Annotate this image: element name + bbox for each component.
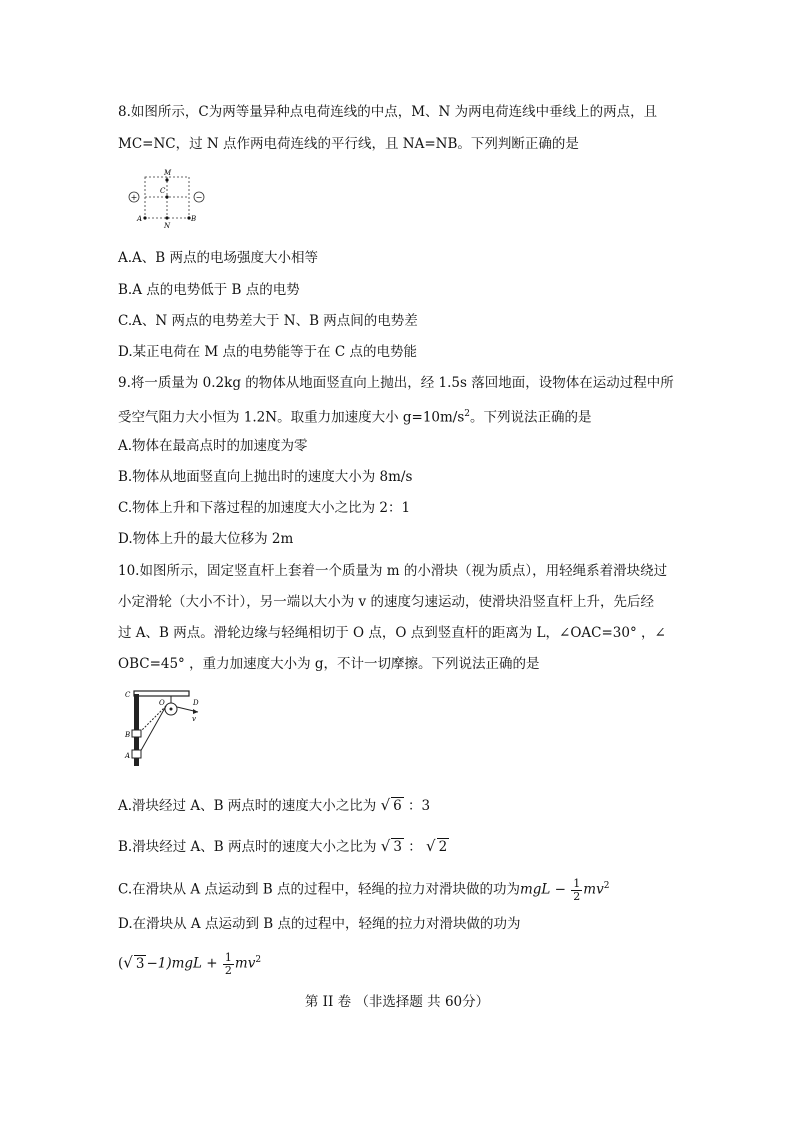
q10-option-c-fraction: $\frac{1}{2}$ (573, 876, 581, 903)
q8-stem-line1: 8.如图所示，C为两等量异种点电荷连线的中点，M、N 为两电荷连线中垂线上的两点，且 (118, 104, 658, 120)
q9-option-a: A.物体在最高点时的加速度为零 (118, 438, 308, 454)
q9-stem-line2 (118, 404, 592, 428)
q10-stem-line1: 10.如图所示，固定竖直杆上套着一个质量为 m 的小滑块（视为质点），用轻绳系着滑块绕过 (118, 563, 668, 579)
slider-at-B (132, 730, 141, 737)
section-footer: 第 II 卷 （非选择题 共 60分） (304, 994, 490, 1010)
q10-option-b-text: B.滑块经过 A、B 两点时的速度大小之比为 (118, 839, 377, 855)
q10-option-d-expression: (√ 3 −1)mgL + $\frac{1}{2}$ $mv^2$ (118, 950, 262, 977)
negative-charge-label: − (195, 193, 203, 202)
rope-to-B (139, 706, 166, 733)
pulley-axle (170, 708, 173, 711)
top-beam (134, 691, 189, 696)
q8-stem-line2: MC=NC，过 N 点作两电荷连线的平行线，且 NA=NB。下列判断正确的是 (118, 136, 579, 152)
q8-option-d: D.某正电荷在 M 点的电势能等于在 C 点的电势能 (118, 344, 417, 360)
q10-option-d-fraction: $\frac{1}{2}$ (224, 950, 232, 977)
label-C: C (125, 691, 131, 699)
q10-option-d-pre: ( (118, 955, 124, 972)
label-B: B (191, 215, 197, 223)
label-M: M (164, 169, 172, 177)
label-N: N (164, 222, 171, 230)
q10-option-a-radicand: 6 (393, 798, 402, 814)
q9-stem-line2-a: 受空气阻力大小恒为 1.2N。取重力加速度大小 g=10m/s (118, 409, 465, 426)
q10-option-c-sup: 2 (603, 881, 610, 891)
q10-option-d-expr1: −1)mgL + (146, 955, 218, 972)
label-C: C (160, 187, 166, 195)
q8-option-a: A.A、B 两点的电场强度大小相等 (118, 250, 319, 266)
q9-option-b: B.物体从地面竖直向上抛出时的速度大小为 8m/s (118, 469, 413, 485)
point-A (143, 216, 146, 219)
q10-option-b-mid: ： (408, 839, 422, 855)
q10-stem-line4: OBC=45° ，重力加速度大小为 g，不计一切摩擦。下列说法正确的是 (118, 656, 540, 672)
label-A: A (125, 752, 131, 760)
q9-option-d: D.物体上升的最大位移为 2m (118, 531, 294, 547)
q10-option-a-tail: ：3 (408, 798, 431, 814)
label-O: O (159, 699, 165, 707)
q10-option-c-text: C.在滑块从 A 点运动到 B 点的过程中，轻绳的拉力对滑块做的功为 (118, 881, 520, 898)
q10-option-d-radicand: 3 (135, 955, 145, 972)
q10-option-d-expr2: mv (234, 955, 256, 972)
q8-option-b: B.A 点的电势低于 B 点的电势 (118, 282, 300, 298)
q10-option-c-expr2: mv (583, 881, 604, 898)
q10-stem-line2: 小定滑轮（大小不计），另一端以大小为 v 的速度匀速运动，使滑块沿竖直杆上升，先后经 (118, 594, 654, 610)
label-v: v (192, 715, 196, 723)
positive-charge-label: + (130, 193, 138, 202)
q10-option-d-sup: 2 (255, 955, 262, 965)
q9-stem-line2-sup: 2 (464, 409, 471, 419)
q9-stem-line1: 9.将一质量为 0.2kg 的物体从地面竖直向上抛出，经 1.5s 落回地面，设物体在运动过程中所 (118, 375, 674, 391)
q10-option-b: B.滑块经过 A、B 两点时的速度大小之比为 √ 3 ： √ 2 (118, 837, 448, 855)
q8-figure (118, 166, 218, 232)
point-M (165, 178, 168, 181)
q10-stem-line3: 过 A、B 两点。滑轮边缘与轻绳相切于 O 点，O 点到竖直杆的距离为 L，∠OAC=30° ，∠ (118, 625, 666, 641)
label-B: B (125, 731, 131, 739)
q10-option-d: D.在滑块从 A 点运动到 B 点的过程中，轻绳的拉力对滑块做的功为 (118, 916, 521, 932)
q10-option-a: A.滑块经过 A、B 两点时的速度大小之比为 √ 6 ：3 (118, 796, 431, 814)
label-A: A (137, 215, 143, 223)
point-N (165, 216, 168, 219)
q8-option-c: C.A、N 两点的电势差大于 N、B 两点间的电势差 (118, 313, 418, 329)
q10-option-c-expr1: mgL − (519, 881, 566, 898)
slider-at-A (132, 750, 141, 758)
q9-stem-line2-b: 。下列说法正确的是 (470, 409, 592, 426)
label-D: D (193, 699, 199, 707)
q9-option-c: C.物体上升和下落过程的加速度大小之比为 2：1 (118, 500, 411, 516)
q10-option-c (118, 876, 609, 903)
rope-to-A (139, 706, 166, 754)
q10-figure (122, 688, 212, 770)
point-C (165, 195, 168, 198)
q10-option-b-radicand1: 3 (393, 839, 402, 855)
q10-option-b-radicand2: 2 (438, 839, 448, 855)
q10-option-a-text: A.滑块经过 A、B 两点时的速度大小之比为 (118, 798, 377, 814)
